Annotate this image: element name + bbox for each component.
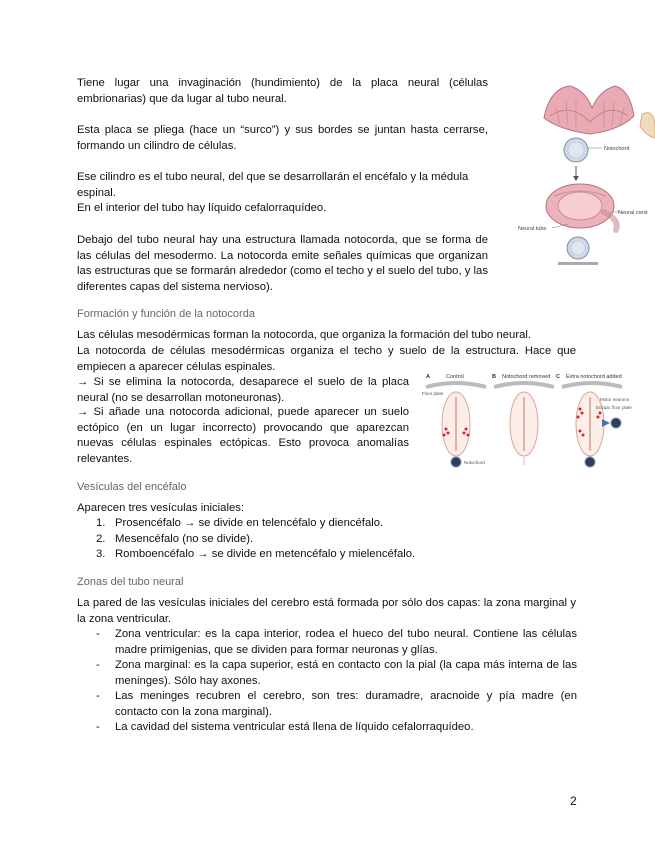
intro-paragraph-1: Tiene lugar una invaginación (hundimiento) de la placa neural (células embrionarias) que da lugar al tubo neural.: [77, 77, 488, 105]
fig2-panel-b-letter: B: [492, 374, 496, 380]
fig1-neural-tube-label: Neural tube: [518, 226, 547, 232]
fig2-panel-b-title: Notochord removed: [502, 374, 551, 380]
fig2-panel-a-letter: A: [426, 374, 430, 380]
list-item: Las meninges recubren el cerebro, son tres: duramadre, aracnoide y pía madre (en contacto con la zona marginal).: [115, 690, 577, 718]
list-item-number: 1.: [96, 517, 106, 529]
intro-paragraph-5: Debajo del tubo neural hay una estructura llamada notocorda, que se forma de las células del mesodermo. La notocorda emite señales químicas que organizan las estructuras que se formarán alrededor (como el techo y el suelo del tubo, y las diferentes capas del sistema nervioso).: [77, 234, 488, 293]
list-item: Zona marginal: es la capa superior, está en contacto con la pial (la capa más interna de las meninges). Sólo hay axones.: [115, 659, 577, 687]
page-number: 2: [570, 794, 577, 808]
list-item: Prosencéfalo → se divide en telencéfalo y diencéfalo.: [115, 517, 384, 529]
bullet-mark: -: [96, 690, 100, 702]
intro-paragraph-4: En el interior del tubo hay líquido cefalorraquídeo.: [77, 202, 327, 214]
fig1-notochord-label: Notochord: [604, 146, 630, 152]
notocorda-paragraph-3: → Si se elimina la notocorda, desaparece el suelo de la placa neural (no se desarrollan motoneuronas).: [77, 376, 409, 404]
fig2-ectopic-floor-label: Ectopic floor plate: [596, 405, 632, 410]
fig2-panel-c-letter: C: [556, 374, 560, 380]
intro-paragraph-3: Ese cilindro es el tubo neural, del que se desarrollarán el encéfalo y la médula espinal.: [77, 171, 469, 199]
fig2-floor-plate-label: Floor plate: [422, 391, 444, 396]
fig2-panel-c-title: Extra notochord added: [566, 374, 622, 380]
bullet-mark: -: [96, 721, 100, 733]
notocorda-paragraph-4: → Si añade una notocorda adicional, puede aparecer un suelo ectópico (en un lugar incorrecto) provocando que aparezcan nuevas células espinales ectópicas. Esto provoca anomalías relevantes.: [77, 406, 409, 465]
list-item: Mesencéfalo (no se divide).: [115, 533, 254, 545]
section-heading-vesiculas: Vesículas del encéfalo: [77, 481, 187, 493]
section-heading-zonas: Zonas del tubo neural: [77, 576, 184, 588]
neural-tube-formation-figure: [518, 78, 655, 270]
list-item: Zona ventricular: es la capa interior, rodea el hueco del tubo neural. Contiene las células madre primigenias, que se dividen para formar neuronas y glías.: [115, 628, 577, 656]
intro-paragraph-2: Esta placa se pliega (hace un “surco”) y sus bordes se juntan hasta cerrarse, formando un cilindro de células.: [77, 124, 488, 152]
notochord-experiment-figure: [420, 369, 640, 469]
vesiculas-intro: Aparecen tres vesículas iniciales:: [77, 502, 245, 514]
list-item: Romboencéfalo → se divide en metencéfalo y mielencéfalo.: [115, 548, 416, 560]
section-heading-notocorda: Formación y función de la notocorda: [77, 308, 255, 320]
list-item: La cavidad del sistema ventricular está llena de líquido cefalorraquídeo.: [115, 721, 474, 733]
fig2-notochord-label: Notochord: [464, 460, 485, 465]
list-item-number: 2.: [96, 533, 106, 545]
bullet-mark: -: [96, 659, 100, 671]
notocorda-paragraph-2: La notocorda de células mesodérmicas organiza el techo y suelo de la estructura. Hace que empiecen a aparecer células espinales.: [77, 345, 576, 373]
list-item-number: 3.: [96, 548, 106, 560]
notocorda-paragraph-1: Las células mesodérmicas forman la notocorda, que organiza la formación del tubo neural.: [77, 329, 532, 341]
fig2-motor-neurons-label: Motor neurons: [600, 397, 630, 402]
zonas-intro: La pared de las vesículas iniciales del cerebro está formada por sólo dos capas: la zona marginal y la zona ventricular.: [77, 597, 576, 625]
fig2-panel-a-title: Control: [446, 374, 464, 380]
bullet-mark: -: [96, 628, 100, 640]
fig1-neural-crest-label: Neural crest: [618, 210, 648, 216]
